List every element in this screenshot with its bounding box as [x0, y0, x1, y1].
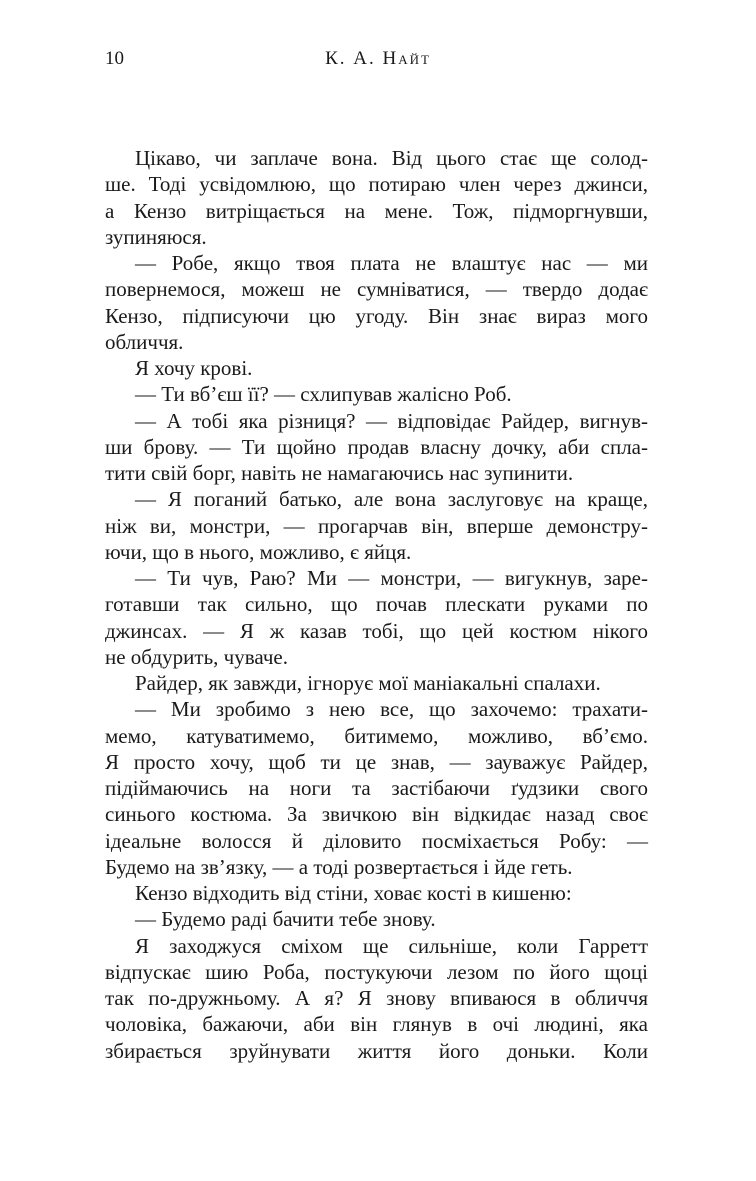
- text-line: Райдер, як завжди, ігнорує мої маніакальні спалахи.: [135, 671, 601, 695]
- page-number: 10: [105, 48, 124, 69]
- text-line: ши брову. — Ти щойно продав власну дочку, аби спла-: [105, 434, 648, 459]
- text-line: — Ми зробимо з нею все, що захочемо: трахати-: [135, 697, 648, 722]
- paragraph: [105, 250, 648, 355]
- text-line: не обдурить, чуваче.: [105, 644, 288, 669]
- text-line: джинсах. — Я ж казав тобі, що цей костюм нікого: [105, 618, 648, 643]
- text-line: обличчя.: [105, 329, 184, 354]
- text-line: підіймаючись на ноги та застібаючи ґудзики свого: [105, 776, 648, 800]
- text-line: — Робе, якщо твоя плата не влаштує нас — ми: [135, 251, 648, 275]
- text-line: готавши так сильно, що почав плескати руками по: [105, 592, 648, 617]
- running-head-author: К. А. Найт: [325, 48, 431, 69]
- paragraph: [105, 880, 648, 906]
- text-line: зупиняюся.: [105, 224, 207, 249]
- text-line: тити свій борг, навіть не намагаючись нас зупинити.: [105, 461, 574, 485]
- body-text: [105, 145, 648, 1064]
- text-line: Будемо на зв’язку, — а тоді розвертається і йде геть.: [105, 854, 573, 879]
- text-line: так по-дружньому. А я? Я знову впиваюся в обличчя: [105, 986, 648, 1010]
- paragraph: [105, 670, 648, 696]
- paragraph: [105, 408, 648, 487]
- text-line: відпускає шию Роба, постукуючи лезом по його щоці: [105, 959, 648, 984]
- paragraph: [105, 486, 648, 565]
- text-line: ючи, що в нього, можливо, є яйця.: [105, 539, 412, 564]
- text-line: Я хочу крові.: [135, 356, 253, 380]
- paragraph: [105, 696, 648, 880]
- text-line: — Будемо раді бачити тебе знову.: [135, 907, 436, 932]
- paragraph: [105, 906, 648, 932]
- text-line: Кензо, підписуючи цю угоду. Він знає вираз мого: [105, 303, 648, 328]
- paragraph: [105, 145, 648, 250]
- text-line: Цікаво, чи заплаче вона. Від цього стає ще солод-: [135, 146, 648, 170]
- text-line: синього костюма. За звичкою він відкидає назад своє: [105, 802, 648, 827]
- text-line: Кензо відходить від стіни, ховає кості в кишеню:: [135, 881, 572, 905]
- text-line: чоловіка, бажаючи, аби він глянув в очі людині, яка: [105, 1012, 648, 1037]
- paragraph: [105, 381, 648, 407]
- text-line: — А тобі яка різниця? — відповідає Райдер, вигнув-: [135, 408, 648, 433]
- text-line: збирається зруйнувати життя його доньки. Коли: [105, 1038, 648, 1063]
- text-line: а Кензо витріщається на мене. Тож, підморгнувши,: [105, 198, 648, 223]
- text-line: — Ти чув, Раю? Ми — монстри, — вигукнув, заре-: [135, 566, 648, 590]
- text-line: ше. Тоді усвідомлюю, що потираю член через джинси,: [105, 172, 648, 197]
- text-line: Я просто хочу, щоб ти це знав, — зауважує Райдер,: [105, 749, 648, 774]
- paragraph: [105, 933, 648, 1064]
- text-line: — Я поганий батько, але вона заслуговує на краще,: [135, 487, 648, 512]
- text-line: повернемося, можеш не сумніватися, — твердо додає: [105, 277, 648, 302]
- text-line: ідеальне волосся й діловито посміхається Робу: —: [105, 828, 648, 853]
- text-line: мемо, катуватимемо, битимемо, можливо, вб’ємо.: [105, 723, 648, 748]
- paragraph: [105, 565, 648, 670]
- text-line: — Ти вб’єш її? — схлипував жалісно Роб.: [135, 382, 512, 407]
- text-line: ніж ви, монстри, — прогарчав він, вперше демонстру-: [105, 513, 648, 538]
- text-line: Я заходжуся сміхом ще сильніше, коли Гарретт: [135, 933, 648, 958]
- paragraph: [105, 355, 648, 381]
